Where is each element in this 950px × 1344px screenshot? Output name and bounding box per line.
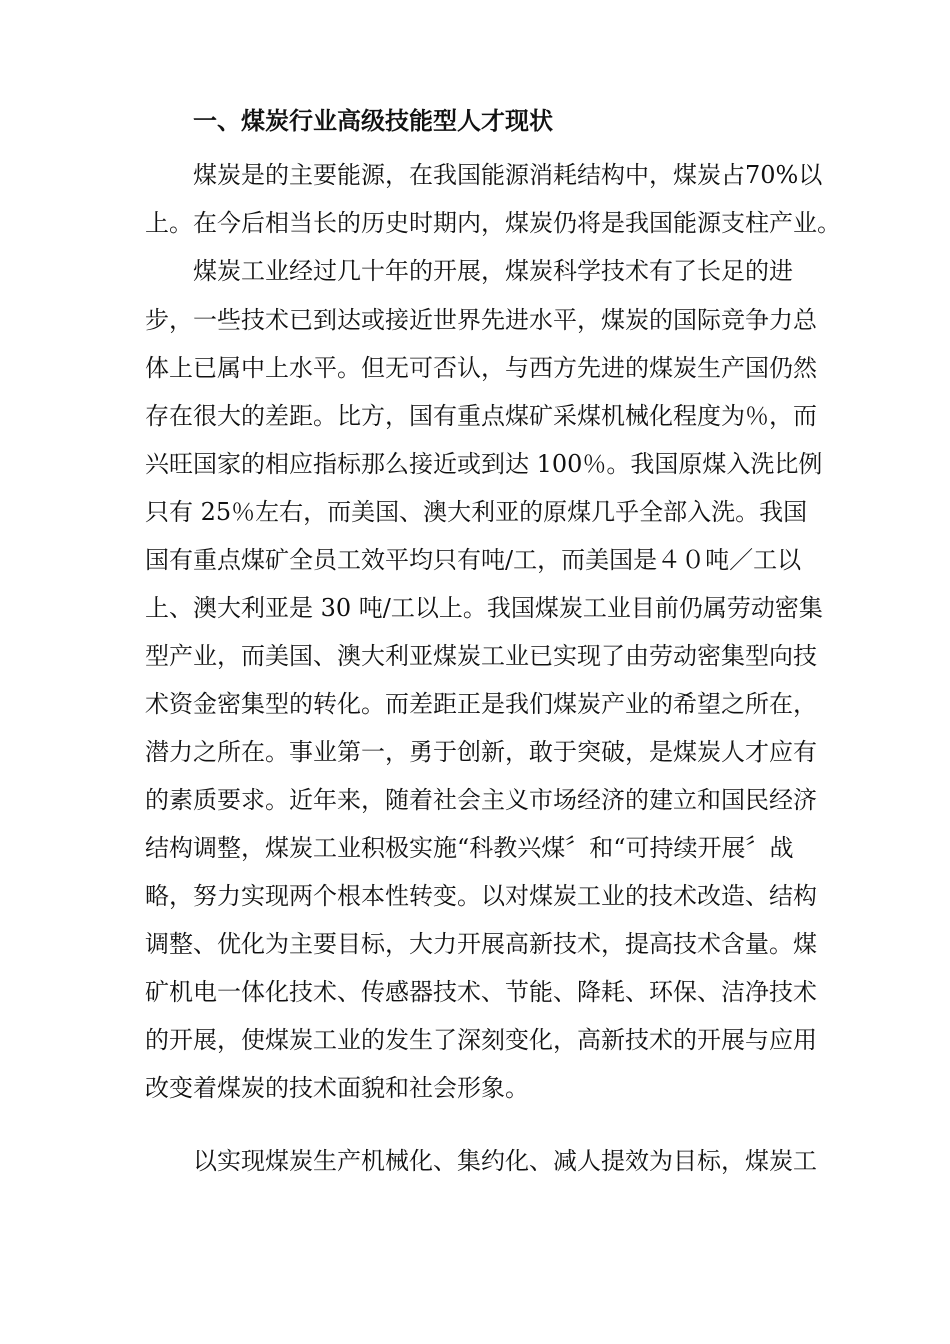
paragraph-line: 略，努力实现两个根本性转变。以对煤炭工业的技术改造、结构: [145, 882, 817, 910]
paragraph-line: 上。在今后相当长的历史时期内，煤炭仍将是我国能源支柱产业。: [145, 209, 841, 237]
paragraph-line: 的开展，使煤炭工业的发生了深刻变化，高新技术的开展与应用: [145, 1026, 817, 1054]
paragraph-line: 兴旺国家的相应指标那么接近或到达 100％。我国原煤入洗比例: [145, 450, 823, 478]
paragraph-line: 改变着煤炭的技术面貌和社会形象。: [145, 1074, 529, 1102]
paragraph-line: 以实现煤炭生产机械化、集约化、减人提效为目标，煤炭工: [193, 1147, 817, 1175]
paragraph-line: 潜力之所在。事业第一，勇于创新，敢于突破，是煤炭人才应有: [145, 738, 817, 766]
paragraph-line: 只有 25％左右，而美国、澳大利亚的原煤几乎全部入洗。我国: [145, 498, 808, 526]
paragraph-line: 煤炭是的主要能源，在我国能源消耗结构中，煤炭占70%以: [193, 161, 823, 189]
paragraph-line: 国有重点煤矿全员工效平均只有吨/工，而美国是４０吨／工以: [145, 546, 802, 574]
paragraph-line: 调整、优化为主要目标，大力开展高新技术，提高技术含量。煤: [145, 930, 817, 958]
paragraph-line: 型产业，而美国、澳大利亚煤炭工业已实现了由劳动密集型向技: [145, 642, 817, 670]
paragraph-line: 煤炭工业经过几十年的开展，煤炭科学技术有了长足的进: [193, 257, 793, 285]
paragraph-line: 上、澳大利亚是 30 吨/工以上。我国煤炭工业目前仍属劳动密集: [145, 594, 823, 622]
paragraph-line: 结构调整，煤炭工业积极实施“科教兴煤〞和“可持续开展〞战: [145, 834, 794, 862]
paragraph-line: 步，一些技术已到达或接近世界先进水平，煤炭的国际竞争力总: [145, 306, 817, 334]
paragraph-line: 术资金密集型的转化。而差距正是我们煤炭产业的希望之所在，: [145, 690, 817, 718]
paragraph-line: 体上已属中上水平。但无可否认，与西方先进的煤炭生产国仍然: [145, 354, 817, 382]
paragraph-line: 矿机电一体化技术、传感器技术、节能、降耗、环保、洁净技术: [145, 978, 817, 1006]
section-heading: 一、煤炭行业高级技能型人才现状: [193, 107, 553, 135]
paragraph-line: 存在很大的差距。比方，国有重点煤矿采煤机械化程度为％，而: [145, 402, 817, 430]
paragraph-line: 的素质要求。近年来，随着社会主义市场经济的建立和国民经济: [145, 786, 817, 814]
